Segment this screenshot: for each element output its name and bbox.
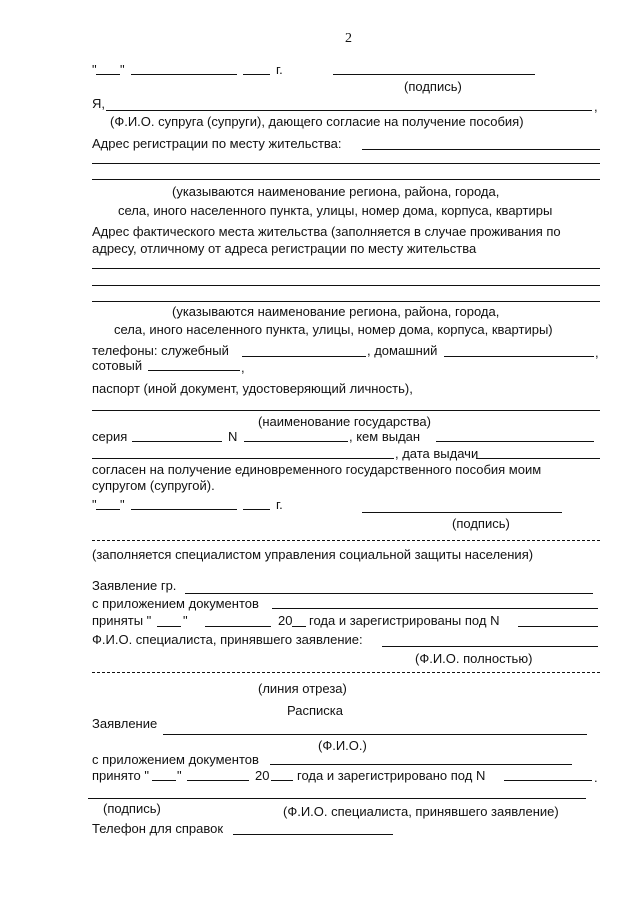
issued-by-field-1[interactable] <box>436 441 594 442</box>
receipt-applicant-field[interactable] <box>163 734 587 735</box>
specialist-reg-number-field[interactable] <box>518 626 598 627</box>
address2-caption-2: села, иного населенного пункта, улицы, номер дома, корпуса, квартиры) <box>114 322 553 337</box>
actual-address-field-1[interactable] <box>92 268 600 269</box>
specialist-name-label: Ф.И.О. специалиста, принявшего заявление: <box>92 632 363 647</box>
specialist-application-label: Заявление гр. <box>92 578 177 593</box>
issue-date-field[interactable] <box>476 458 600 459</box>
specialist-name-field[interactable] <box>382 646 598 647</box>
address-caption-1: (указываются наименование региона, района, города, <box>172 184 500 199</box>
receipt-day-field[interactable] <box>152 780 176 781</box>
specialist-year-field[interactable] <box>292 626 306 627</box>
series-label: серия <box>92 429 128 444</box>
date2-close-quote: " <box>120 497 125 512</box>
year-field[interactable] <box>243 74 270 75</box>
series-field[interactable] <box>132 441 222 442</box>
specialist-applicant-field[interactable] <box>185 593 593 594</box>
number-field[interactable] <box>244 441 348 442</box>
year2-suffix: г. <box>276 497 283 512</box>
day-field[interactable] <box>96 74 120 75</box>
receipt-month-field[interactable] <box>187 780 249 781</box>
page-number: 2 <box>345 31 352 46</box>
signature-field[interactable] <box>333 74 535 75</box>
specialist-attachments-field[interactable] <box>272 608 598 609</box>
specialist-name-caption: (Ф.И.О. полностью) <box>415 651 533 666</box>
receipt-phone-label: Телефон для справок <box>92 821 224 836</box>
applicant-name-field[interactable] <box>106 110 592 111</box>
receipt-phone-field[interactable] <box>233 834 393 835</box>
month-field[interactable] <box>131 74 237 75</box>
receipt-registered-label: года и зарегистрировано под N <box>297 768 486 783</box>
issued-by-field-2[interactable] <box>92 458 394 459</box>
address-caption-2: села, иного населенного пункта, улицы, номер дома, корпуса, квартиры <box>118 203 553 218</box>
receipt-period: . <box>594 770 598 785</box>
registration-address-field-3[interactable] <box>92 179 600 180</box>
cut-line-label: (линия отреза) <box>258 681 347 696</box>
applicant-prefix: Я, <box>92 96 105 111</box>
specialist-attachments-label: с приложением документов <box>92 596 259 611</box>
receipt-signature-caption: (подпись) <box>103 801 161 816</box>
applicant-comma: , <box>594 99 598 114</box>
signature-caption: (подпись) <box>404 79 462 94</box>
actual-address-field-3[interactable] <box>92 301 600 302</box>
work-phone-label: телефоны: служебный <box>92 343 229 358</box>
registration-address-label: Адрес регистрации по месту жительства: <box>92 136 342 151</box>
mobile-phone-label: сотовый <box>92 358 143 373</box>
number-label: N <box>228 429 238 444</box>
receipt-signature-field[interactable] <box>88 798 586 799</box>
issue-date-label: , дата выдачи <box>395 446 479 461</box>
applicant-name-caption: (Ф.И.О. супруга (супруги), дающего согласие на получение пособия) <box>110 114 524 129</box>
signature2-caption: (подпись) <box>452 516 510 531</box>
issued-by-label: , кем выдан <box>349 429 421 444</box>
specialist-section-header: (заполняется специалистом управления социальной защиты населения) <box>92 547 534 562</box>
receipt-year-field[interactable] <box>271 780 293 781</box>
consent-text-1: согласен на получение единовременного государственного пособия моим <box>92 462 542 477</box>
receipt-attachments-label: с приложением документов <box>92 752 259 767</box>
dashed-separator-1 <box>92 540 600 541</box>
year2-field[interactable] <box>243 509 270 510</box>
date-close-quote: " <box>120 62 125 77</box>
date2-open-quote: " <box>92 497 97 512</box>
state-field[interactable] <box>92 410 600 411</box>
registration-address-field-2[interactable] <box>92 163 600 164</box>
cut-line <box>92 672 600 673</box>
specialist-accepted-quote: " <box>183 613 188 628</box>
address2-caption-1: (указываются наименование региона, района, города, <box>172 304 500 319</box>
specialist-registered-label: года и зарегистрированы под N <box>309 613 500 628</box>
date-open-quote: " <box>92 62 97 77</box>
home-phone-field[interactable] <box>444 356 594 357</box>
actual-address-field-2[interactable] <box>92 285 600 286</box>
passport-label: паспорт (иной документ, удостоверяющий личность), <box>92 381 413 396</box>
mobile-phone-comma: , <box>241 360 245 375</box>
receipt-attachments-field[interactable] <box>270 764 572 765</box>
consent-text-2: супругом (супругой). <box>92 478 215 493</box>
specialist-accepted-label: приняты " <box>92 613 152 628</box>
specialist-month-field[interactable] <box>205 626 271 627</box>
receipt-reg-number-field[interactable] <box>504 780 592 781</box>
actual-address-label-1: Адрес фактического места жительства (заполняется в случае проживания по <box>92 224 561 239</box>
receipt-specialist-caption: (Ф.И.О. специалиста, принявшего заявление) <box>283 804 559 819</box>
receipt-application-label: Заявление <box>92 716 158 731</box>
home-phone-label: , домашний <box>367 343 438 358</box>
receipt-name-caption: (Ф.И.О.) <box>318 738 367 753</box>
year-suffix: г. <box>276 62 283 77</box>
mobile-phone-field[interactable] <box>148 370 240 371</box>
receipt-accepted-quote: " <box>177 768 182 783</box>
month2-field[interactable] <box>131 509 237 510</box>
receipt-title: Расписка <box>287 703 343 718</box>
signature2-field[interactable] <box>362 512 562 513</box>
actual-address-label-2: адресу, отличному от адреса регистрации по месту жительства <box>92 241 477 256</box>
receipt-accepted-label: принято " <box>92 768 150 783</box>
registration-address-field-1[interactable] <box>362 149 600 150</box>
receipt-year-prefix: 20 <box>255 768 270 783</box>
work-phone-field[interactable] <box>242 356 366 357</box>
specialist-day-field[interactable] <box>157 626 181 627</box>
state-caption: (наименование государства) <box>258 414 431 429</box>
day2-field[interactable] <box>96 509 120 510</box>
specialist-year-prefix: 20 <box>278 613 293 628</box>
home-phone-comma: , <box>595 345 599 360</box>
